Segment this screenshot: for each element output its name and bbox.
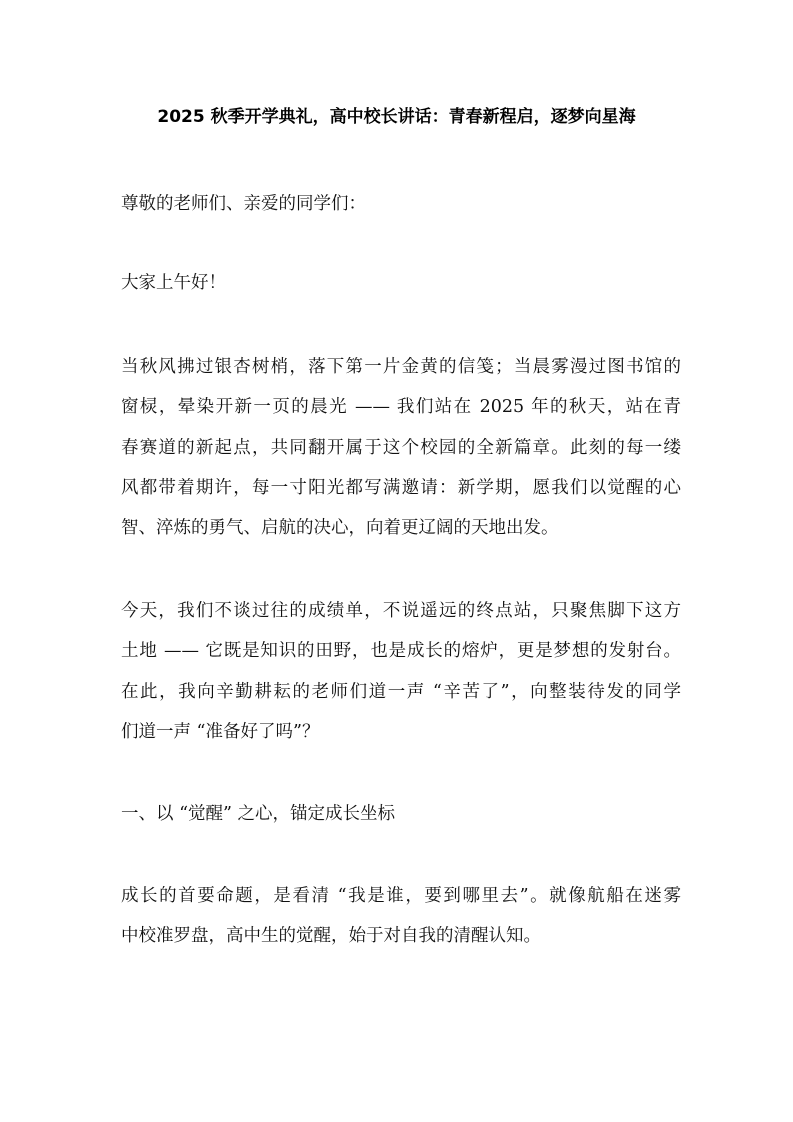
paragraph-line: 智、淬炼的勇气、启航的决心，向着更辽阔的天地出发。 [121, 518, 559, 538]
paragraph-line: 风都带着期许，每一寸阳光都写满邀请：新学期，愿我们以觉醒的心 [121, 478, 681, 498]
section-heading: 一、以 “觉醒” 之心，锚定成长坐标 [121, 804, 396, 824]
paragraph-line: 中校准罗盘，高中生的觉醒，始于对自我的清醒认知。 [121, 926, 541, 946]
paragraph-line: 在此，我向辛勤耕耘的老师们道一声 “辛苦了”，向整装待发的同学 [121, 682, 681, 702]
paragraph-line: 成长的首要命题，是看清 “我是谁，要到哪里去”。就像航船在迷雾 [121, 886, 681, 906]
paragraph-line: 们道一声 “准备好了吗”？ [121, 722, 320, 742]
document-title: 2025 秋季开学典礼，高中校长讲话：青春新程启，逐梦向星海 [157, 107, 636, 127]
paragraph-line: 当秋风拂过银杏树梢，落下第一片金黄的信笺；当晨雾漫过图书馆的 [121, 357, 681, 377]
greeting: 大家上午好！ [121, 273, 226, 293]
paragraph-line: 窗棂，晕染开新一页的晨光 —— 我们站在 2025 年的秋天，站在青 [121, 397, 681, 417]
salutation: 尊敬的老师们、亲爱的同学们： [121, 194, 366, 214]
paragraph-line: 春赛道的新起点，共同翻开属于这个校园的全新篇章。此刻的每一缕 [121, 438, 681, 458]
paragraph-line: 土地 —— 它既是知识的田野，也是成长的熔炉，更是梦想的发射台。 [121, 641, 681, 661]
paragraph-line: 今天，我们不谈过往的成绩单，不说遥远的终点站，只聚焦脚下这方 [121, 601, 681, 621]
